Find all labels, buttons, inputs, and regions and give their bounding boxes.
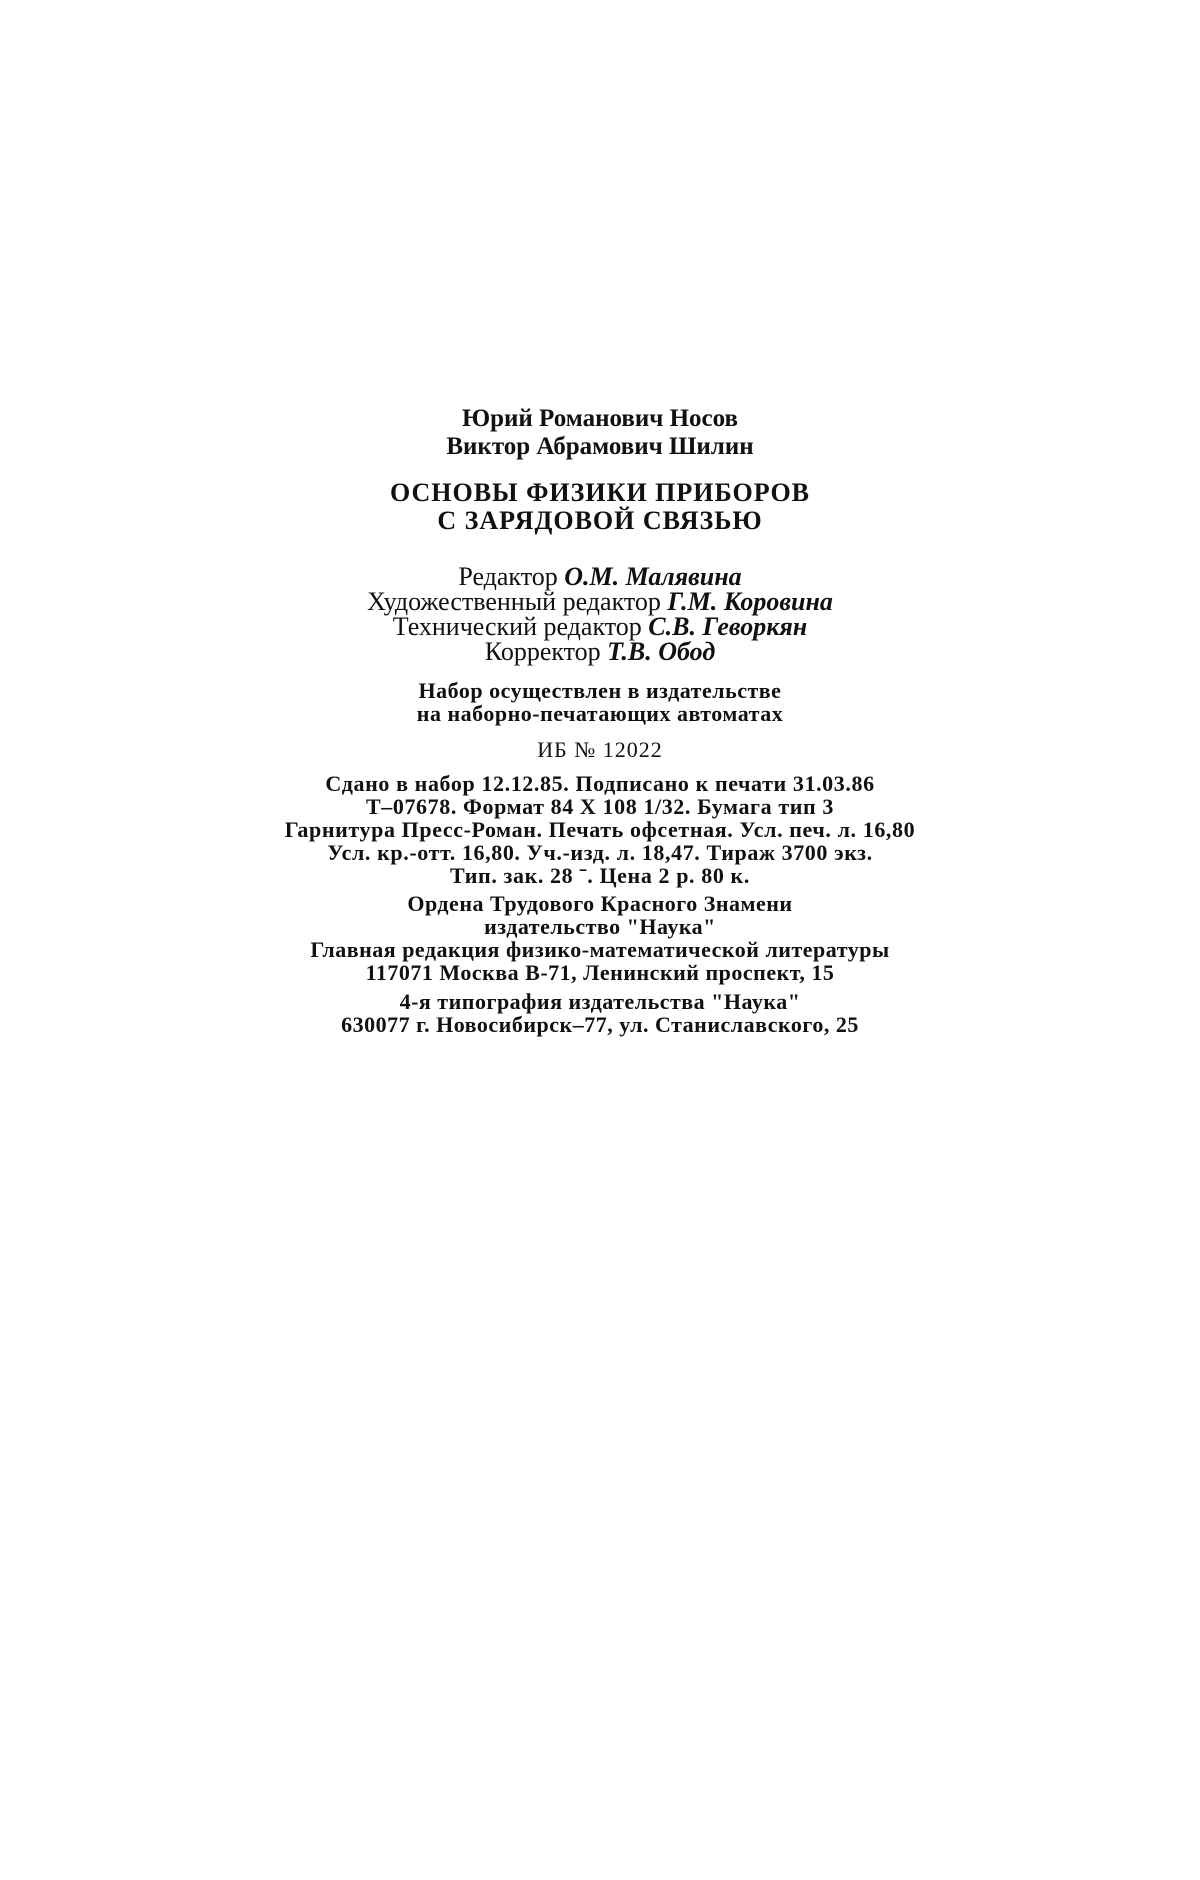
credit-role: Редактор — [458, 562, 565, 591]
technical-data-line: Усл. кр.-отт. 16,80. Уч.-изд. л. 18,47. Тираж 3700 экз. — [327, 840, 873, 865]
publisher-line: Ордена Трудового Красного Знамени — [407, 891, 793, 916]
author-name: Виктор Абрамович Шилин — [446, 433, 754, 460]
publisher-address: 117071 Москва В-71, Ленинский проспект, 15 — [365, 960, 835, 985]
ib-number: ИБ № 12022 — [537, 737, 663, 762]
technical-data-line: Гарнитура Пресс-Роман. Печать офсетная. Усл. печ. л. 16,80 — [284, 817, 916, 842]
printer-address: 630077 г. Новосибирск–77, ул. Станиславского, 25 — [341, 1012, 859, 1037]
publisher-line: издательство "Наука" — [484, 914, 716, 939]
publisher-line: Главная редакция физико-математической литературы — [310, 937, 890, 962]
credit-name: Т.В. Обод — [607, 637, 716, 666]
printer-line: 4-я типография издательства "Наука" — [399, 989, 801, 1014]
technical-data-line: Сдано в набор 12.12.85. Подписано к печати 31.03.86 — [325, 771, 875, 796]
credit-proofreader — [0, 639, 1200, 665]
credit-role: Технический редактор — [392, 612, 649, 641]
typesetting-note: Набор осуществлен в издательстве — [418, 678, 782, 703]
technical-data-line: Т–07678. Формат 84 X 108 1/32. Бумага тип 3 — [365, 794, 835, 819]
credit-name: Г.М. Коровина — [667, 587, 833, 616]
credit-role: Художественный редактор — [367, 587, 668, 616]
author-name: Юрий Романович Носов — [461, 405, 739, 432]
credit-role: Корректор — [484, 637, 608, 666]
credit-name: С.В. Геворкян — [648, 612, 808, 641]
book-title-line: ОСНОВЫ ФИЗИКИ ПРИБОРОВ — [389, 478, 811, 507]
book-title-line: С ЗАРЯДОВОЙ СВЯЗЬЮ — [437, 506, 763, 535]
technical-data-line: Тип. зак. 28 ˉ. Цена 2 р. 80 к. — [450, 863, 750, 888]
credit-name: О.М. Малявина — [564, 562, 742, 591]
typesetting-note: на наборно-печатающих автоматах — [416, 701, 784, 726]
